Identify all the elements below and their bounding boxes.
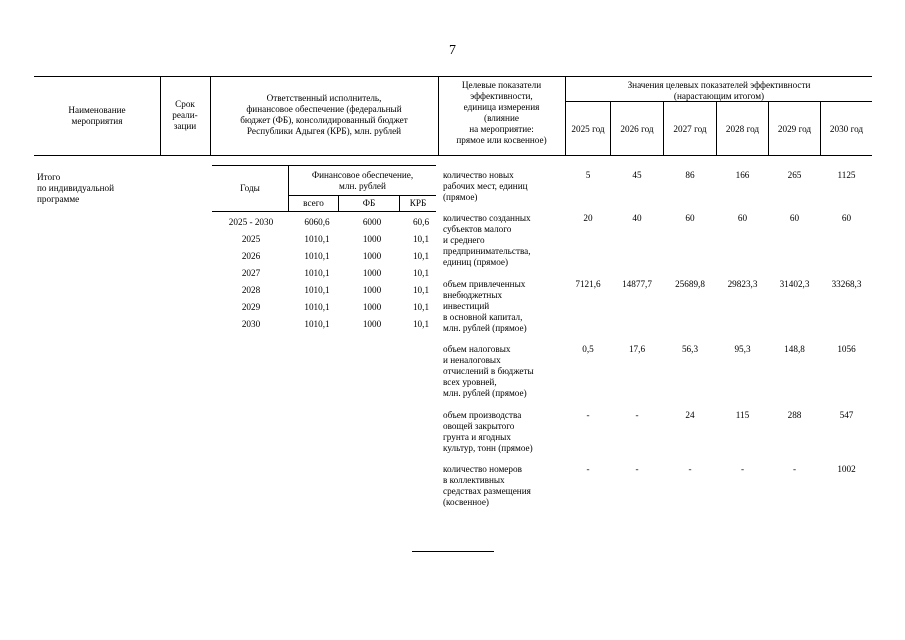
header-text-line: реали-: [172, 110, 198, 120]
indicator-line: грунта и ягодных: [443, 432, 511, 442]
header-text-line: (влияние: [484, 113, 519, 123]
indicator-line: и неналоговых: [443, 355, 501, 365]
indicator-line: всех уровней,: [443, 377, 497, 387]
header-text-line: Срок: [175, 99, 195, 109]
indicator-line: (прямое): [443, 192, 478, 202]
indicator-value: 5: [585, 170, 591, 180]
header-text-line: бюджет (ФБ), консолидированный бюджет: [240, 115, 408, 125]
indicator-line: рабочих мест, единиц: [443, 181, 528, 191]
indicator-value: -: [586, 410, 590, 420]
indicator-value: 7121,6: [575, 279, 601, 289]
indicator-value: 0,5: [582, 344, 594, 354]
indicator-value: -: [740, 464, 745, 474]
indicator-value: 86: [685, 170, 695, 180]
finance-total: 1010,1: [304, 302, 330, 312]
finance-year: 2029: [241, 302, 261, 312]
finance-krb: 10,1: [412, 302, 430, 312]
header-year: 2025 год: [571, 124, 605, 134]
header-text-line: прямое или косвенное): [456, 135, 547, 145]
indicator-value: 60: [685, 213, 695, 223]
indicator-line: предпринимательства,: [443, 246, 531, 256]
finance-total: 1010,1: [304, 251, 330, 261]
indicator-line: и среднего: [443, 235, 485, 245]
indicator-line: объем привлеченных: [443, 279, 526, 289]
finance-fb: 6000: [362, 217, 382, 227]
indicator-value: 60: [737, 213, 748, 223]
indicator-value: 33268,3: [831, 279, 862, 289]
header-year: 2026 год: [620, 124, 654, 134]
header-name: [34, 105, 160, 127]
finance-year: 2028: [241, 285, 261, 295]
indicator-line: объем производства: [443, 410, 522, 420]
indicator-value: 166: [735, 170, 750, 180]
finance-fb: 1000: [362, 285, 382, 295]
row-title: [37, 172, 157, 205]
indicator-value: 115: [735, 410, 750, 420]
finance-table-rule: [212, 165, 436, 166]
finance-funding-header: [289, 170, 436, 192]
indicator-line: внебюджетных: [443, 290, 503, 300]
finance-fb: 1000: [362, 302, 382, 312]
indicator-value: 1125: [837, 170, 856, 180]
indicator-line: количество новых: [443, 170, 514, 180]
finance-table-rule: [212, 211, 436, 212]
header-text-line: на мероприятие:: [469, 124, 534, 134]
indicator-value: -: [792, 464, 797, 474]
finance-years-header: Годы: [240, 183, 260, 193]
indicator-value: 56,3: [681, 344, 699, 354]
header-executor: [210, 93, 438, 137]
header-bottom-rule: [34, 155, 872, 156]
indicator-value: 1056: [837, 344, 856, 354]
indicator-value: 24: [685, 410, 695, 420]
finance-fb: 1000: [362, 251, 382, 261]
finance-table-rule: [289, 195, 436, 196]
finance-krb: 60,6: [412, 217, 430, 227]
indicator-value: -: [635, 410, 639, 420]
indicator-value: 60: [841, 213, 852, 223]
indicator-text: [443, 213, 563, 268]
header-text-line: Целевые показатели: [461, 80, 542, 90]
indicator-line: объем налоговых: [443, 344, 511, 354]
finance-fb: 1000: [362, 268, 382, 278]
finance-header-line: Финансовое обеспечение,: [311, 170, 414, 180]
indicator-line: культур, тонн (прямое): [443, 443, 533, 453]
header-text-line: Наименование: [68, 105, 126, 115]
indicator-value: 40: [632, 213, 642, 223]
indicator-value: 547: [839, 410, 854, 420]
indicator-value: 265: [787, 170, 802, 180]
finance-header-line: млн. рублей: [339, 181, 386, 191]
finance-total: 1010,1: [304, 234, 330, 244]
indicator-value: 288: [787, 410, 802, 420]
indicator-line: в основной капитал,: [443, 312, 523, 322]
finance-year: 2030: [241, 319, 261, 329]
indicator-value: 1002: [837, 464, 856, 474]
header-text-line: эффективности,: [470, 91, 533, 101]
indicator-value: 29823,3: [727, 279, 758, 289]
indicator-line: (косвенное): [443, 497, 489, 507]
indicator-value: -: [688, 464, 692, 474]
finance-subheader-fb: ФБ: [362, 198, 376, 208]
header-text-line: Значения целевых показателей эффективности: [627, 80, 811, 90]
indicator-line: единиц (прямое): [443, 257, 509, 267]
indicator-text: [443, 344, 563, 399]
indicator-text: [443, 279, 563, 334]
row-title-line: по индивидуальной: [37, 183, 114, 193]
indicator-value: 25689,8: [675, 279, 705, 289]
indicator-text: [443, 410, 563, 454]
finance-krb: 10,1: [412, 251, 430, 261]
indicator-line: млн. рублей (прямое): [443, 323, 527, 333]
indicator-value: 60: [789, 213, 800, 223]
header-text-line: финансовое обеспечение (федеральный: [246, 104, 402, 114]
finance-subheader-krb: КРБ: [409, 198, 427, 208]
indicator-line: отчислений в бюджеты: [443, 366, 534, 376]
indicator-value: 14877,7: [622, 279, 652, 289]
header-text-line: (нарастающим итогом): [673, 91, 765, 101]
finance-fb: 1000: [362, 319, 382, 329]
header-term: [160, 99, 210, 132]
header-year: 2027 год: [673, 124, 707, 134]
indicator-text: [443, 170, 563, 203]
closing-rule: [412, 551, 494, 552]
header-year: 2029 год: [777, 124, 812, 134]
indicator-line: субъектов малого: [443, 224, 512, 234]
header-text-line: мероприятия: [71, 116, 123, 126]
indicator-line: количество номеров: [443, 464, 522, 474]
indicator-line: овощей закрытого: [443, 421, 515, 431]
header-values-title: [566, 80, 872, 102]
finance-total: 6060,6: [304, 217, 330, 227]
header-year: 2030 год: [829, 124, 864, 134]
finance-subheader-total: всего: [303, 198, 324, 208]
finance-year: 2025: [241, 234, 261, 244]
finance-total: 1010,1: [304, 268, 330, 278]
indicator-value: 20: [583, 213, 593, 223]
indicator-value: 17,6: [628, 344, 646, 354]
finance-krb: 10,1: [412, 268, 430, 278]
header-text-line: зации: [173, 121, 197, 131]
indicator-line: инвестиций: [443, 301, 490, 311]
indicator-line: в коллективных: [443, 475, 505, 485]
finance-fb: 1000: [362, 234, 382, 244]
header-text-line: единица измерения: [463, 102, 540, 112]
finance-total: 1010,1: [304, 319, 330, 329]
header-year: 2028 год: [725, 124, 760, 134]
indicator-value: 148,8: [784, 344, 805, 354]
indicator-line: млн. рублей (прямое): [443, 388, 527, 398]
finance-total: 1010,1: [304, 285, 330, 295]
indicator-value: -: [635, 464, 639, 474]
indicator-value: 45: [632, 170, 642, 180]
indicator-text: [443, 464, 563, 508]
indicator-value: 95,3: [734, 344, 751, 354]
indicator-line: количество созданных: [443, 213, 531, 223]
finance-year: 2026: [241, 251, 261, 261]
header-text-line: Ответственный исполнитель,: [266, 93, 382, 103]
indicator-value: -: [586, 464, 590, 474]
header-indicators: [438, 80, 565, 146]
finance-krb: 10,1: [412, 319, 430, 329]
finance-year: 2025 - 2030: [228, 217, 274, 227]
finance-year: 2027: [241, 268, 261, 278]
page-number: 7: [449, 43, 456, 58]
row-title-line: программе: [37, 194, 80, 204]
indicator-value: 31402,3: [779, 279, 810, 289]
indicator-line: средствах размещения: [443, 486, 531, 496]
finance-krb: 10,1: [412, 285, 430, 295]
header-text-line: Республики Адыгея (КРБ), млн. рублей: [246, 126, 402, 136]
row-title-line: Итого: [37, 172, 61, 182]
finance-krb: 10,1: [412, 234, 430, 244]
